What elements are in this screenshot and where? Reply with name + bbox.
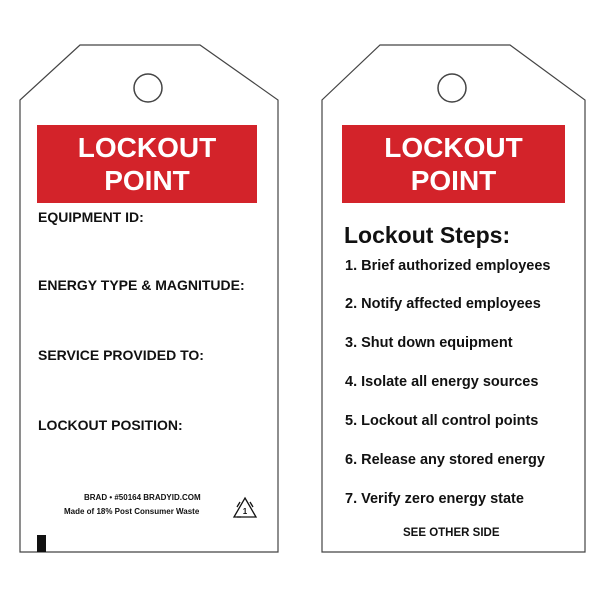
right-tag-title-line1: LOCKOUT bbox=[384, 132, 523, 163]
right-tag-header bbox=[342, 125, 565, 203]
left-tag-footer-recycled: Made of 18% Post Consumer Waste bbox=[64, 507, 200, 516]
see-other-side-note: SEE OTHER SIDE bbox=[403, 527, 500, 539]
lockout-step: 3. Shut down equipment bbox=[345, 335, 513, 351]
service-provided-label: SERVICE PROVIDED TO: bbox=[38, 347, 204, 363]
lockout-step: 5. Lockout all control points bbox=[345, 413, 539, 429]
lockout-step: 6. Release any stored energy bbox=[345, 452, 545, 468]
lockout-steps-title: Lockout Steps: bbox=[344, 222, 511, 248]
lockout-step: 2. Notify affected employees bbox=[345, 296, 541, 312]
recycle-number: 1 bbox=[242, 507, 248, 516]
right-tag-hole bbox=[438, 74, 466, 102]
left-tag-title-line1: LOCKOUT bbox=[77, 132, 217, 163]
right-tag-title-line2: POINT bbox=[410, 165, 497, 196]
equipment-id-label: EQUIPMENT ID: bbox=[38, 209, 144, 225]
lockout-step: 1. Brief authorized employees bbox=[345, 258, 551, 274]
energy-type-label: ENERGY TYPE & MAGNITUDE: bbox=[38, 277, 245, 293]
lockout-step: 7. Verify zero energy state bbox=[345, 491, 524, 507]
lockout-step: 4. Isolate all energy sources bbox=[345, 374, 539, 390]
left-tag-footer-brand: BRAD • #50164 BRADYID.COM bbox=[84, 493, 201, 502]
lockout-position-label: LOCKOUT POSITION: bbox=[38, 417, 183, 433]
left-tag-title-line2: POINT bbox=[104, 165, 190, 196]
